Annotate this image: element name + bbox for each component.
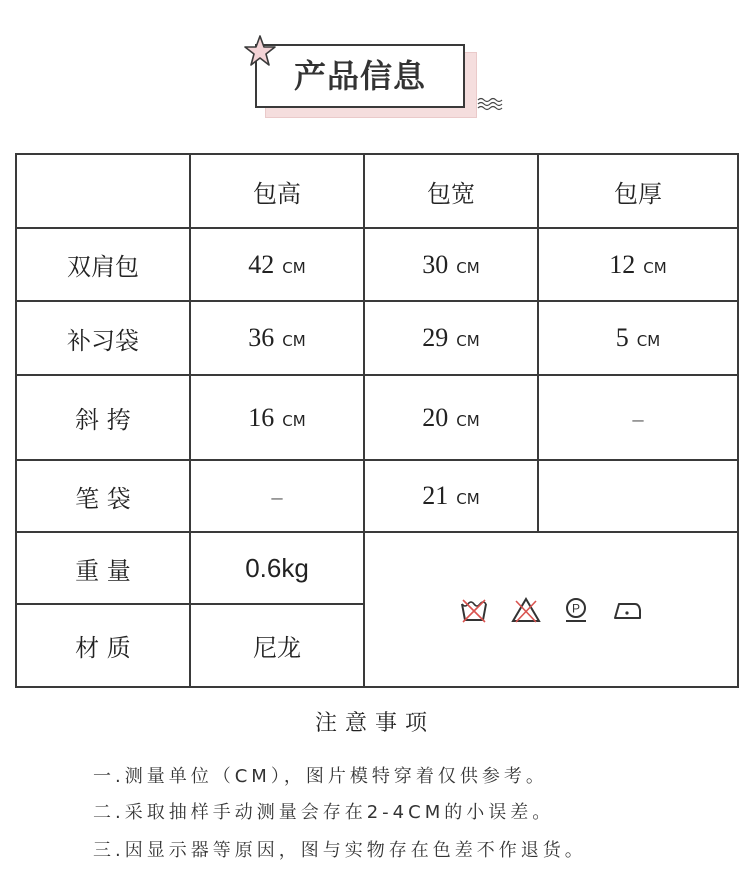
cell-width bbox=[364, 301, 538, 375]
no-bleach-icon bbox=[511, 596, 541, 624]
dash-mark: – bbox=[271, 484, 283, 509]
cell-depth bbox=[538, 228, 738, 301]
unit-label: CM bbox=[456, 258, 480, 277]
row-label-tutoring-bag: 补习袋 bbox=[16, 301, 190, 375]
cell-height bbox=[190, 301, 364, 375]
cell-width bbox=[364, 228, 538, 301]
table-row bbox=[16, 301, 738, 375]
page-title: 产品信息 bbox=[293, 57, 426, 95]
depth-value: 12 bbox=[609, 249, 636, 279]
weight-row bbox=[16, 532, 738, 604]
cell-depth-empty bbox=[538, 375, 738, 460]
unit-label: CM bbox=[636, 332, 661, 350]
wave-decoration-icon bbox=[477, 96, 503, 112]
cell-depth bbox=[538, 301, 738, 375]
dash-mark: – bbox=[632, 405, 644, 431]
header-bag-width: 包宽 bbox=[364, 154, 538, 228]
table-row bbox=[16, 228, 738, 301]
table-row bbox=[16, 375, 738, 460]
cell-height-empty bbox=[190, 460, 364, 532]
material-value: 尼龙 bbox=[190, 604, 364, 687]
header-cell-empty bbox=[16, 154, 190, 228]
height-value: 42 bbox=[248, 249, 275, 279]
cell-width bbox=[364, 375, 538, 460]
cell-depth-blank bbox=[538, 460, 738, 532]
note-item: 一.测量单位（CM），图片模特穿着仅供参考。 bbox=[93, 766, 548, 787]
width-value: 30 bbox=[422, 249, 449, 279]
height-value: 16 bbox=[248, 402, 275, 432]
care-icons bbox=[365, 596, 737, 624]
dry-clean-p-icon bbox=[563, 596, 589, 624]
star-icon bbox=[243, 34, 277, 68]
no-wash-icon bbox=[459, 596, 489, 624]
width-value: 20 bbox=[422, 402, 449, 432]
row-label-backpack: 双肩包 bbox=[16, 228, 190, 301]
unit-label: CM bbox=[282, 411, 306, 430]
notes-title: 注意事项 bbox=[314, 711, 435, 736]
height-value: 36 bbox=[248, 323, 275, 352]
note-item: 二.采取抽样手动测量会存在2-4CM的小误差。 bbox=[93, 802, 555, 823]
title-badge bbox=[243, 30, 513, 130]
row-label-crossbody: 斜 挎 bbox=[16, 375, 190, 460]
unit-label: CM bbox=[456, 332, 480, 350]
unit-label: CM bbox=[456, 411, 480, 430]
depth-value: 5 bbox=[615, 323, 629, 352]
unit-label: CM bbox=[282, 258, 306, 277]
row-label-pencil-case: 笔 袋 bbox=[16, 460, 190, 532]
header-bag-height: 包高 bbox=[190, 154, 364, 228]
care-icons-cell bbox=[364, 532, 738, 687]
unit-label: CM bbox=[282, 332, 306, 350]
weight-label: 重 量 bbox=[16, 532, 190, 604]
header-bag-depth: 包厚 bbox=[538, 154, 738, 228]
width-value: 29 bbox=[422, 323, 449, 352]
weight-cell bbox=[190, 532, 364, 604]
svg-text:P: P bbox=[571, 601, 581, 615]
cell-width bbox=[364, 460, 538, 532]
material-label: 材 质 bbox=[16, 604, 190, 687]
weight-value: 0.6kg bbox=[245, 552, 309, 583]
header-row bbox=[16, 154, 738, 228]
unit-label: CM bbox=[643, 258, 667, 277]
table-row bbox=[16, 460, 738, 532]
note-item: 三.因显示器等原因，图与实物存在色差不作退货。 bbox=[93, 840, 587, 861]
low-iron-icon bbox=[611, 596, 643, 624]
cell-height bbox=[190, 228, 364, 301]
width-value: 21 bbox=[422, 481, 449, 510]
unit-label: CM bbox=[456, 490, 480, 508]
cell-height bbox=[190, 375, 364, 460]
spec-table bbox=[15, 153, 739, 688]
